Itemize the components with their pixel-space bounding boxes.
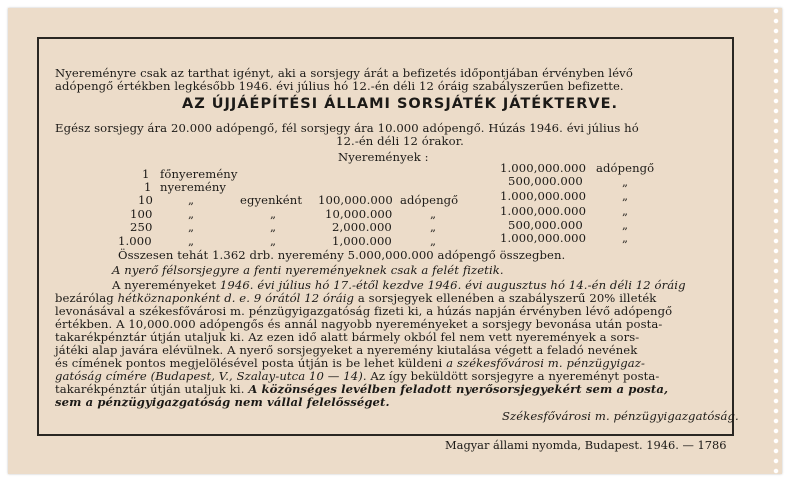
notice-line-2: adópengő értékben legkésőbb 1946. évi július hó 12.-én déli 12 óráig szabályszerűen befizette. xyxy=(55,79,624,93)
prize-each-unit: „ xyxy=(430,207,437,221)
prize-label: nyeremény xyxy=(160,180,227,194)
prize-total: 1.000,000.000 xyxy=(500,189,587,203)
prize-ditto: „ xyxy=(270,207,277,221)
prize-ditto: „ xyxy=(188,220,195,234)
prizes-heading: Nyeremények : xyxy=(338,150,429,164)
page-title: AZ ÚJJÁÉPÍTÉSI ÁLLAMI SORSJÁTÉK JÁTÉKTERVE. xyxy=(181,96,619,112)
prize-ditto: „ xyxy=(188,207,195,221)
prize-total-unit: „ xyxy=(622,218,629,232)
prize-total-unit: „ xyxy=(622,189,629,203)
prize-ditto: „ xyxy=(270,234,277,248)
payout-text: takarékpénztár útján utaljuk ki. xyxy=(55,382,249,396)
prize-each: 10,000.000 xyxy=(325,207,393,221)
price-line-2: 12.-én déli 12 órakor. xyxy=(336,134,464,148)
payout-text: levonásával a székesfővárosi m. pénzügyigazgatóság fizeti ki, a húzás napján érvényben lévő adópengő xyxy=(55,304,673,318)
prize-ditto: „ xyxy=(188,234,195,248)
signature: Székesfővárosi m. pénzügyigazgatóság. xyxy=(502,409,739,423)
prize-label: főnyeremény xyxy=(160,167,238,181)
prize-count: 1.000 xyxy=(118,234,152,248)
price-line-1: Egész sorsjegy ára 20.000 adópengő, fél sorsjegy ára 10.000 adópengő. Húzás 1946. évi július hó xyxy=(55,121,639,135)
payout-text: játéki alap javára elévülnek. A nyerő sorsjegyeket a nyeremény kiutalása végett a feladó nevének xyxy=(55,343,638,357)
payout-address: gatóság címére (Budapest, V., Szalay-utca 10 — 14). xyxy=(55,369,367,383)
prize-count: 250 xyxy=(130,220,153,234)
prize-total-unit: adópengő xyxy=(596,161,655,175)
payout-address: a székesfővárosi m. pénzügyigaz- xyxy=(446,356,646,370)
prize-each: 100,000.000 xyxy=(318,193,393,207)
payout-dates: 1946. évi július hó 17.-étől kezdve 1946. évi augusztus hó 14.-én déli 12 óráig xyxy=(219,278,686,292)
prize-ditto: „ xyxy=(270,220,277,234)
payout-text: a sorsjegyek ellenében a szabályszerű 20% illeték xyxy=(354,291,657,305)
prize-each-word: egyenként xyxy=(240,193,303,207)
payout-text: takarékpénztár útján utaljuk ki. Az ezen idő alatt bármely okból fel nem vett nyeremények a sors- xyxy=(55,330,640,344)
perforated-edge xyxy=(770,8,782,474)
prizes-summary: Összesen tehát 1.362 drb. nyeremény 5.000,000.000 adópengő összegben. xyxy=(118,248,566,262)
liability-note: A közönséges levélben feladott nyerősorsjegyekért sem a posta, xyxy=(248,382,669,396)
payout-text: értékben. A 10,000.000 adópengős és annál nagyobb nyereményeket a sorsjegy bevonása után posta- xyxy=(55,317,663,331)
prize-each: 1,000.000 xyxy=(332,234,392,248)
payout-text: Az így beküldött sorsjegyre a nyereményt posta- xyxy=(366,369,660,383)
prize-count: 100 xyxy=(130,207,153,221)
payout-hours: hétköznaponként d. e. 9 órától 12 óráig xyxy=(117,291,355,305)
half-ticket-note: A nyerő félsorsjegyre a fenti nyereményeknek csak a felét fizetik. xyxy=(112,263,504,277)
prize-total-unit: „ xyxy=(622,175,629,189)
prize-each-unit: „ xyxy=(430,234,437,248)
prize-each-unit: „ xyxy=(430,220,437,234)
prize-count: 10 xyxy=(138,193,153,207)
prize-total: 500,000.000 xyxy=(508,218,583,232)
payout-text: A nyereményeket xyxy=(112,278,220,292)
prize-ditto: „ xyxy=(188,193,195,207)
liability-note: sem a pénzügyigazgatóság nem vállal felelősséget. xyxy=(55,395,390,409)
prize-total-unit: „ xyxy=(622,231,629,245)
prize-count: 1 xyxy=(144,180,152,194)
printer-footer: Magyar állami nyomda, Budapest. 1946. — 1786 xyxy=(445,438,727,452)
payout-text: és címének pontos megjelölésével posta útján is be lehet küldeni xyxy=(55,356,447,370)
prize-total: 1.000,000.000 xyxy=(500,161,587,175)
prize-count: 1 xyxy=(142,167,150,181)
payout-text: bezárólag xyxy=(55,291,118,305)
notice-line-1: Nyereményre csak az tarthat igényt, aki a sorsjegy árát a befizetés időpontjában érvényben lévő xyxy=(55,66,633,80)
prize-total: 1.000,000.000 xyxy=(500,204,587,218)
prize-each: 2,000.000 xyxy=(332,220,392,234)
prize-total: 1.000,000.000 xyxy=(500,231,587,245)
prize-total: 500,000.000 xyxy=(508,174,583,188)
prize-total-unit: „ xyxy=(622,204,629,218)
prize-each-unit: adópengő xyxy=(400,193,459,207)
